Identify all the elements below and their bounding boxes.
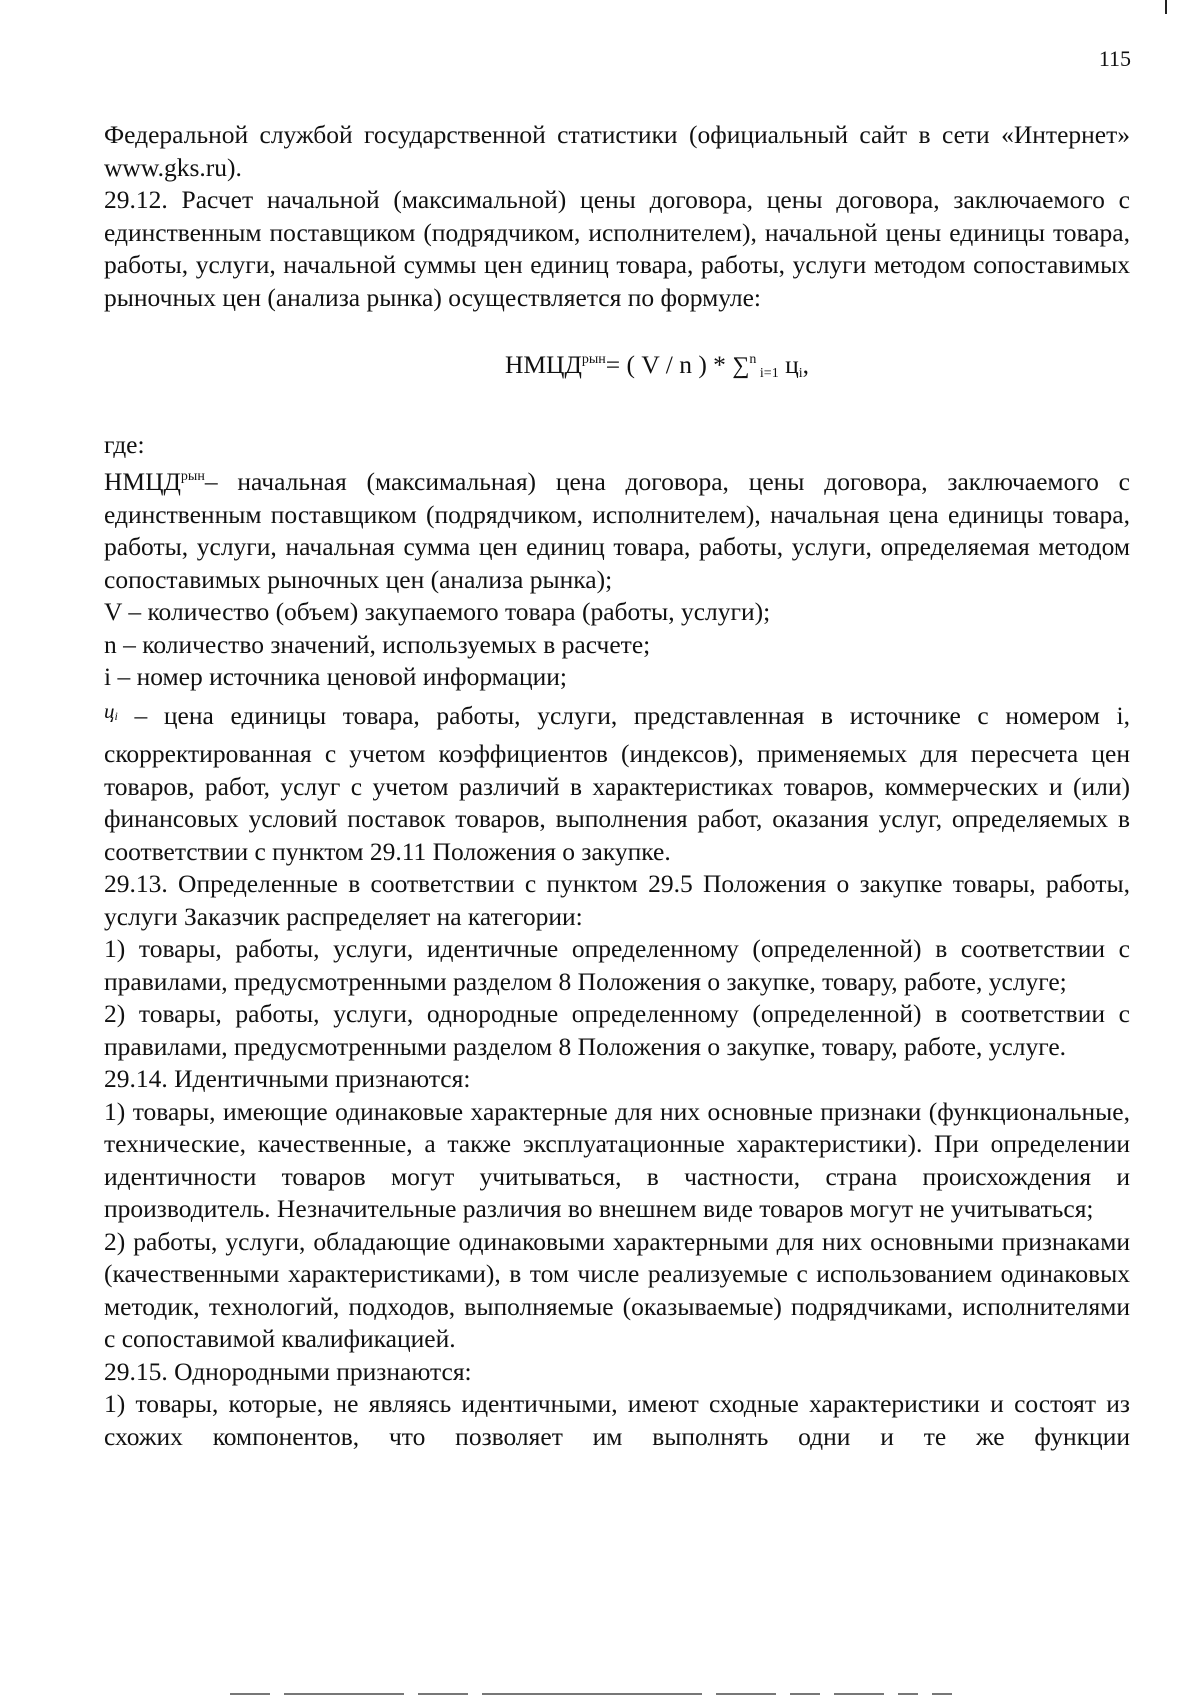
ci-symbol-letter: ц <box>104 698 115 723</box>
paragraph-29-13: 29.13. Определенные в соответствии с пунктом 29.5 Положения о закупке товары, работы, услуги Заказчик распределяет на категории: <box>104 869 1130 931</box>
paragraph-29-13-item-1: 1) товары, работы, услуги, идентичные определенному (определенной) в соответствии с правилами, предусмотренными разделом 8 Положения о закупке, товару, работе, услуге; <box>104 934 1130 996</box>
paragraph-29-13-item-2: 2) товары, работы, услуги, однородные определенному (определенной) в соответствии с правилами, предусмотренными разделом 8 Положения о закупке, товару, работе, услуге. <box>104 999 1130 1061</box>
definition-ci-text: – цена единицы товара, работы, услуги, представленная в источнике с номером i, скорректированная с учетом коэффициентов (индексов), применяемых для пересчета цен товаров, работ, услуг с учетом различий в характеристиках товаров, коммерческих и (или) финансовых условий поставок товаров, выполнения работ, оказания услуг, определяемых в соответствии с пунктом 29.11 Положения о закупке. <box>104 700 1130 866</box>
definition-n: n – количество значений, используемых в расчете; <box>104 629 651 659</box>
paragraph-29-15: 29.15. Однородными признаются: <box>104 1356 472 1386</box>
sigma-subscript: i=1 <box>756 366 779 381</box>
scan-bottom-artifact <box>230 1693 1150 1697</box>
definition-v: V – количество (объем) закупаемого товара (работы, услуги); <box>104 597 771 626</box>
paragraph-29-14-item-1: 1) товары, имеющие одинаковые характерные для них основные признаки (функциональные, технические, качественные, а также эксплуатационные характеристики). При определении идентичности товаров могут учитываться, в частности, страна происхождения и производитель. Незначительные различия во внешнем виде товаров могут не учитываться; <box>104 1096 1130 1223</box>
nmcd-formula <box>104 344 1130 391</box>
ci-symbol-subscript: i <box>114 708 118 723</box>
definition-nmcd <box>104 461 1130 596</box>
sigma-symbol: ∑ <box>732 353 750 379</box>
paragraph-gks-source: Федеральной службой государственной статистики (официальный сайт в сети «Интернет» www.gks.ru). <box>104 120 1130 182</box>
page-number: 115 <box>1098 46 1131 71</box>
formula-rhs: ц <box>778 350 799 379</box>
definition-nmcd-text: – начальная (максимальная) цена договора, цены договора, заключаемого с единственным поставщиком (подрядчиком, исполнителем), начальная цена единицы товара, работы, услуги, начальная сумма цен единиц товара, работы, услуги, определяемая методом сопоставимых рыночных цен (анализа рынка); <box>104 467 1130 594</box>
paragraph-29-14: 29.14. Идентичными признаются: <box>104 1064 471 1093</box>
scan-corner-mark <box>1165 0 1167 14</box>
definition-nmcd-superscript: рын <box>180 469 205 484</box>
formula-rhs-subscript: i <box>798 366 803 381</box>
paragraph-29-14-item-2: 2) работы, услуги, обладающие одинаковыми характерными для них основными признаками (качественными характеристиками), в том числе реализуемые с использованием одинаковых методик, технологий, подходов, выполняемые (оказываемые) подрядчиками, исполнителями с сопоставимой квалификацией. <box>104 1226 1130 1353</box>
ci-symbol <box>104 695 118 733</box>
formula-lhs: НМЦД <box>504 350 582 379</box>
sigma-superscript: n <box>749 352 757 367</box>
formula-lhs-superscript: рын <box>581 352 606 367</box>
where-label: где: <box>104 429 145 459</box>
formula-tail: , <box>802 350 810 379</box>
document-body <box>104 119 1130 1453</box>
definition-ci <box>104 700 1130 869</box>
definition-i: i – номер источника ценовой информации; <box>104 662 567 691</box>
definition-nmcd-term: НМЦД <box>104 467 181 496</box>
paragraph-29-15-item-1: 1) товары, которые, не являясь идентичными, имеют сходные характеристики и состоят из схожих компонентов, что позволяет им выполнять одни и те же функции <box>104 1389 1130 1451</box>
formula-middle: = ( V / n ) * <box>605 350 733 379</box>
paragraph-29-12: 29.12. Расчет начальной (максимальной) цены договора, цены договора, заключаемого с единственным поставщиком (подрядчиком, исполнителем), начальной цены единицы товара, работы, услуги, начальной суммы цен единиц товара, работы, услуги методом сопоставимых рыночных цен (анализа рынка) осуществляется по формуле: <box>104 185 1130 312</box>
